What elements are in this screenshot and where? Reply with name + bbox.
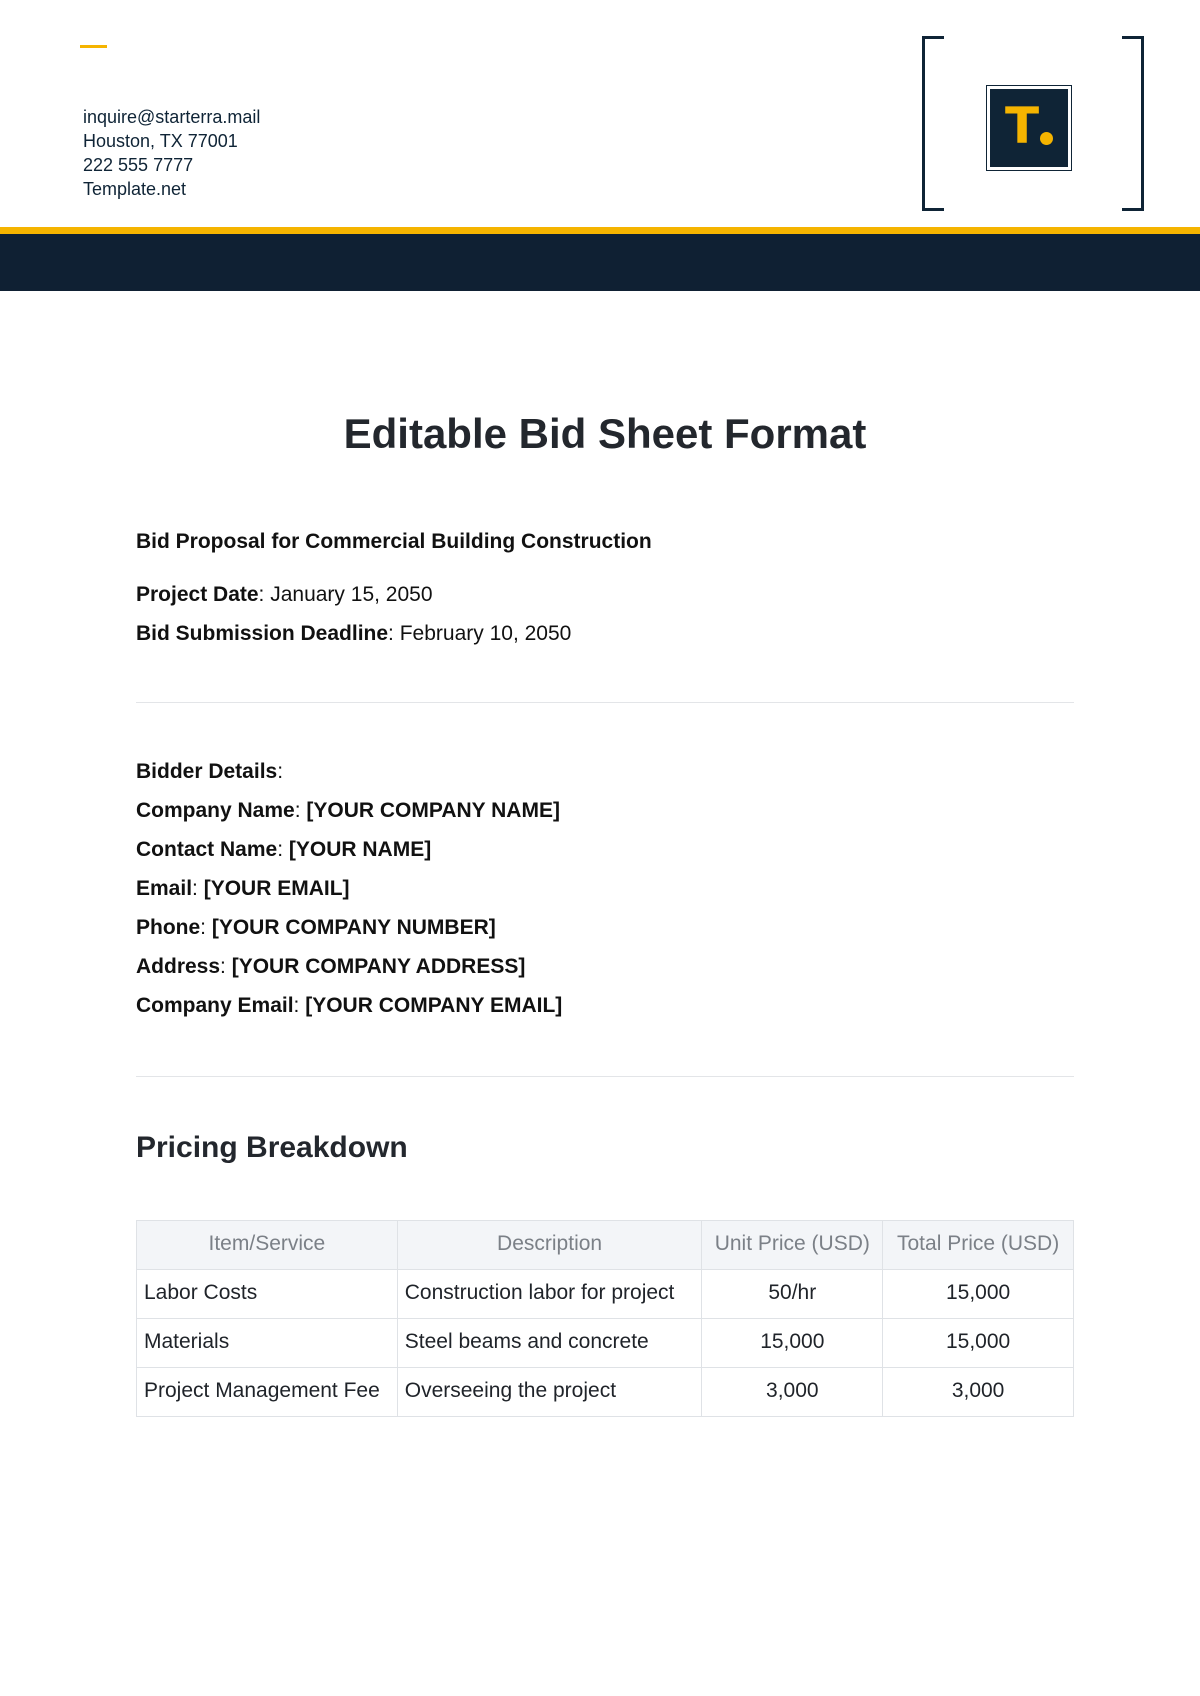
bidder-heading-line: Bidder Details:: [136, 760, 284, 783]
logo-box: [986, 85, 1072, 171]
unit-price-cell: 50/hr: [702, 1270, 883, 1319]
project-date-label: Project Date: [136, 583, 259, 606]
bidder-details: [136, 752, 1074, 1025]
bidder-field: Contact Name: [YOUR NAME]: [136, 838, 432, 861]
right-bracket-icon: [1122, 36, 1144, 211]
document-title: Editable Bid Sheet Format: [343, 410, 867, 457]
bidder-heading: Bidder Details: [136, 760, 278, 783]
project-date-line: Project Date: January 15, 2050: [136, 583, 433, 606]
field-value: [YOUR EMAIL]: [203, 877, 350, 900]
table-header-row: [137, 1221, 1074, 1270]
contact-address: Houston, TX 77001: [83, 131, 238, 151]
table-row: [137, 1368, 1074, 1417]
total-price-cell: 3,000: [883, 1368, 1074, 1417]
item-cell: Project Management Fee: [137, 1368, 398, 1417]
column-header: Description: [397, 1221, 702, 1270]
total-price-cell: 15,000: [883, 1319, 1074, 1368]
logo-mark-icon: [990, 89, 1068, 167]
description-cell: Overseeing the project: [397, 1368, 702, 1417]
column-header: Item/Service: [137, 1221, 398, 1270]
logo-letter: T: [1004, 97, 1040, 155]
deadline-value: February 10, 2050: [399, 622, 572, 645]
unit-price-cell: 3,000: [702, 1368, 883, 1417]
field-value: [YOUR COMPANY EMAIL]: [305, 994, 563, 1017]
contact-info: [83, 105, 260, 201]
header-accent-bar: [0, 227, 1200, 234]
field-label: Company Name: [136, 799, 295, 822]
field-label: Address: [136, 955, 221, 978]
document-subtitle: Bid Proposal for Commercial Building Construction: [136, 530, 652, 553]
accent-dash: [80, 45, 107, 48]
item-cell: Labor Costs: [137, 1270, 398, 1319]
bidder-field: Email: [YOUR EMAIL]: [136, 877, 350, 900]
deadline-label: Bid Submission Deadline: [136, 622, 389, 645]
total-price-cell: 15,000: [883, 1270, 1074, 1319]
table-row: [137, 1270, 1074, 1319]
field-label: Email: [136, 877, 193, 900]
left-bracket-icon: [922, 36, 944, 211]
logo-dot-icon: [1040, 132, 1053, 145]
pricing-heading: Pricing Breakdown: [136, 1131, 408, 1164]
item-cell: Materials: [137, 1319, 398, 1368]
contact-website[interactable]: Template.net: [83, 179, 187, 199]
field-value: [YOUR COMPANY ADDRESS]: [231, 955, 526, 978]
contact-email[interactable]: inquire@starterra.mail: [83, 107, 261, 127]
divider: [136, 1076, 1074, 1077]
bidder-field: Address: [YOUR COMPANY ADDRESS]: [136, 955, 526, 978]
project-date-value: January 15, 2050: [270, 583, 433, 606]
contact-phone: 222 555 7777: [83, 155, 194, 175]
field-label: Phone: [136, 916, 201, 939]
column-header: Total Price (USD): [883, 1221, 1074, 1270]
pricing-table: [136, 1220, 1074, 1417]
column-header: Unit Price (USD): [702, 1221, 883, 1270]
table-row: [137, 1319, 1074, 1368]
deadline-line: Bid Submission Deadline: February 10, 2050: [136, 622, 572, 645]
field-label: Contact Name: [136, 838, 278, 861]
company-logo: [922, 36, 1144, 211]
field-label: Company Email: [136, 994, 294, 1017]
divider: [136, 702, 1074, 703]
project-dates: [136, 575, 1074, 653]
bidder-field: Company Name: [YOUR COMPANY NAME]: [136, 799, 560, 822]
description-cell: Steel beams and concrete: [397, 1319, 702, 1368]
unit-price-cell: 15,000: [702, 1319, 883, 1368]
bidder-field: Company Email: [YOUR COMPANY EMAIL]: [136, 994, 563, 1017]
field-value: [YOUR COMPANY NUMBER]: [211, 916, 496, 939]
description-cell: Construction labor for project: [397, 1270, 702, 1319]
header-band: [0, 234, 1200, 291]
field-value: [YOUR NAME]: [288, 838, 432, 861]
field-value: [YOUR COMPANY NAME]: [306, 799, 560, 822]
bidder-field: Phone: [YOUR COMPANY NUMBER]: [136, 916, 496, 939]
